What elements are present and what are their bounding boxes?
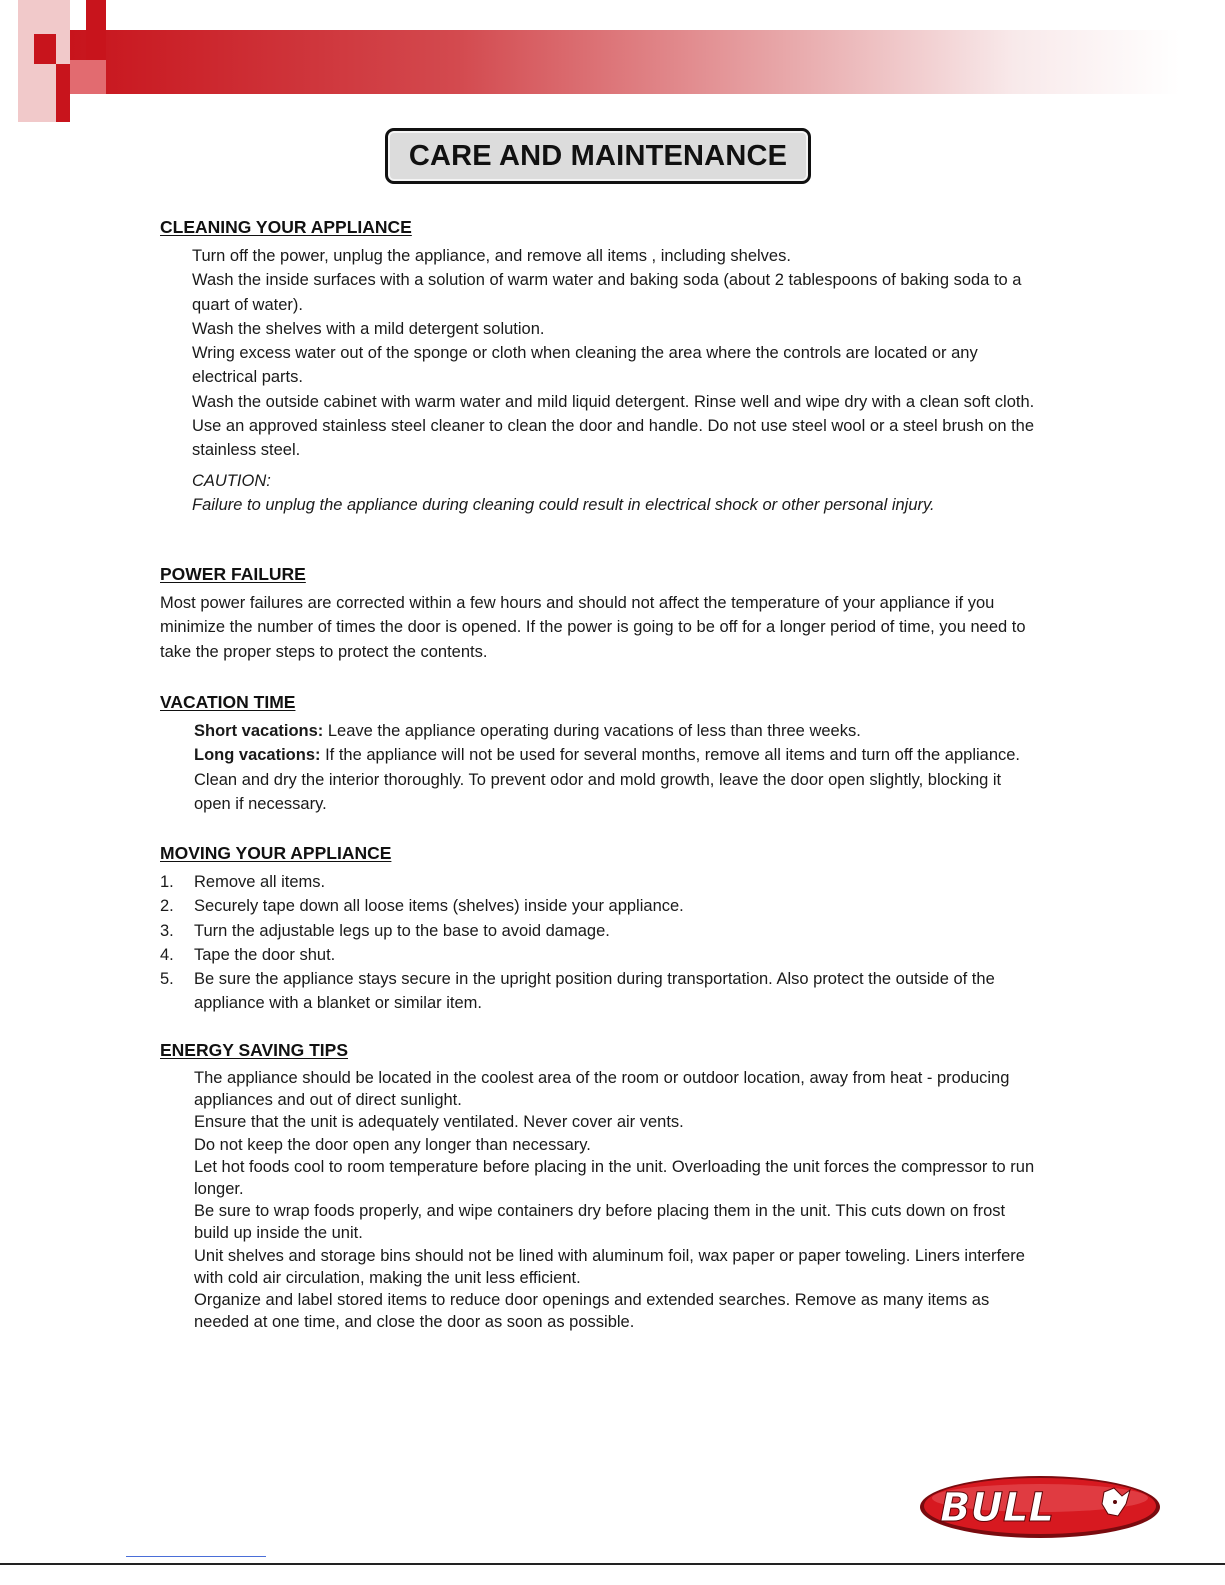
step-number: 5.: [160, 970, 174, 989]
moving-step: [160, 967, 1040, 1016]
moving-step: [160, 870, 1040, 894]
step-number: 4.: [160, 945, 174, 964]
step-text: Be sure the appliance stays secure in the upright position during transportation. Also protect the outside of the appliance with a blanket or similar item.: [194, 970, 995, 1013]
step-text: Remove all items.: [194, 873, 326, 891]
footer-link-underline: [126, 1556, 266, 1557]
energy-tip: Be sure to wrap foods properly, and wipe containers dry before placing them in the unit. This cuts down on frost build up inside the unit.: [194, 1202, 1006, 1243]
energy-heading: ENERGY SAVING TIPS: [160, 1040, 349, 1060]
long-vacation-label: Long vacations:: [194, 746, 321, 765]
header-square: [70, 60, 106, 94]
long-vacation-text: If the appliance will not be used for several months, remove all items and turn off the appliance. Clean and dry the interior thoroughly. To prevent odor and mold growth, leave the door open slightly, blocking it open if necessary.: [194, 746, 1021, 813]
moving-heading: MOVING YOUR APPLIANCE: [160, 843, 392, 863]
header-square: [56, 64, 70, 122]
energy-tip: Organize and label stored items to reduce door openings and extended searches. Remove as many items as needed at one time, and close the door as soon as possible.: [194, 1291, 990, 1332]
long-vacation: [160, 743, 1040, 816]
footer-rule: [0, 1563, 1225, 1565]
cleaning-line: Wash the inside surfaces with a solution of warm water and baking soda (about 2 tablespoons of baking soda to a quart of water).: [192, 271, 1022, 314]
short-vacation-text: Leave the appliance operating during vacations of less than three weeks.: [323, 722, 861, 740]
cleaning-line: Wash the outside cabinet with warm water and mild liquid detergent. Rinse well and wipe dry with a clean soft cloth.: [192, 392, 1035, 411]
page-title-box: [385, 128, 811, 184]
cleaning-line: Wring excess water out of the sponge or cloth when cleaning the area where the controls are located or any electrical parts.: [192, 344, 978, 387]
power-section: [160, 564, 1040, 664]
caution-text: Failure to unplug the appliance during cleaning could result in electrical shock or other personal injury.: [192, 495, 935, 514]
energy-tip: Unit shelves and storage bins should not be lined with aluminum foil, wax paper or paper toweling. Liners interfere with cold air circulation, making the unit less efficient.: [194, 1246, 1025, 1287]
cleaning-heading: CLEANING YOUR APPLIANCE: [160, 217, 412, 237]
short-vacation-label: Short vacations:: [194, 722, 324, 740]
power-text: Most power failures are corrected within a few hours and should not affect the temperature of your appliance if you minimize the number of times the door is opened. If the power is going to be off for a longer period of time, you need to take the proper steps to protect the contents.: [160, 594, 1026, 661]
step-text: Turn the adjustable legs up to the base to avoid damage.: [194, 921, 610, 940]
cleaning-section: [160, 217, 1040, 517]
cleaning-line: Turn off the power, unplug the appliance, and remove all items , including shelves.: [192, 247, 791, 265]
energy-section: [160, 1040, 1040, 1333]
header-square: [86, 0, 106, 60]
moving-step: [160, 894, 1040, 918]
short-vacation: [160, 719, 1040, 743]
cleaning-line: Wash the shelves with a mild detergent solution.: [192, 319, 545, 338]
header-gradient-band: [70, 30, 1180, 94]
moving-step: [160, 943, 1040, 967]
step-text: Tape the door shut.: [194, 945, 336, 964]
energy-tip: Do not keep the door open any longer than necessary.: [194, 1135, 591, 1154]
logo-text: BULL: [940, 1485, 1054, 1531]
step-number: 1.: [160, 873, 174, 891]
energy-tip: Ensure that the unit is adequately ventilated. Never cover air vents.: [194, 1113, 684, 1132]
energy-tip: Let hot foods cool to room temperature before placing in the unit. Overloading the unit forces the compressor to run longer.: [194, 1157, 1035, 1199]
vacation-heading: VACATION TIME: [160, 692, 296, 712]
vacation-section: [160, 692, 1040, 816]
energy-tip: The appliance should be located in the coolest area of the room or outdoor location, away from heat - producing appliances and out of direct sunlight.: [194, 1069, 1010, 1110]
moving-step: [160, 919, 1040, 943]
caution-title: CAUTION:: [192, 471, 271, 490]
bull-logo: [918, 1474, 1162, 1540]
header-square: [34, 34, 56, 64]
page-title: CARE AND MAINTENANCE: [408, 139, 788, 172]
moving-section: [160, 843, 1040, 1016]
step-number: 2.: [160, 897, 174, 916]
step-number: 3.: [160, 921, 174, 940]
cleaning-line: Use an approved stainless steel cleaner to clean the door and handle. Do not use steel wool or a steel brush on the stainless steel.: [192, 417, 1035, 460]
step-text: Securely tape down all loose items (shelves) inside your appliance.: [194, 897, 684, 916]
power-heading: POWER FAILURE: [160, 564, 306, 584]
